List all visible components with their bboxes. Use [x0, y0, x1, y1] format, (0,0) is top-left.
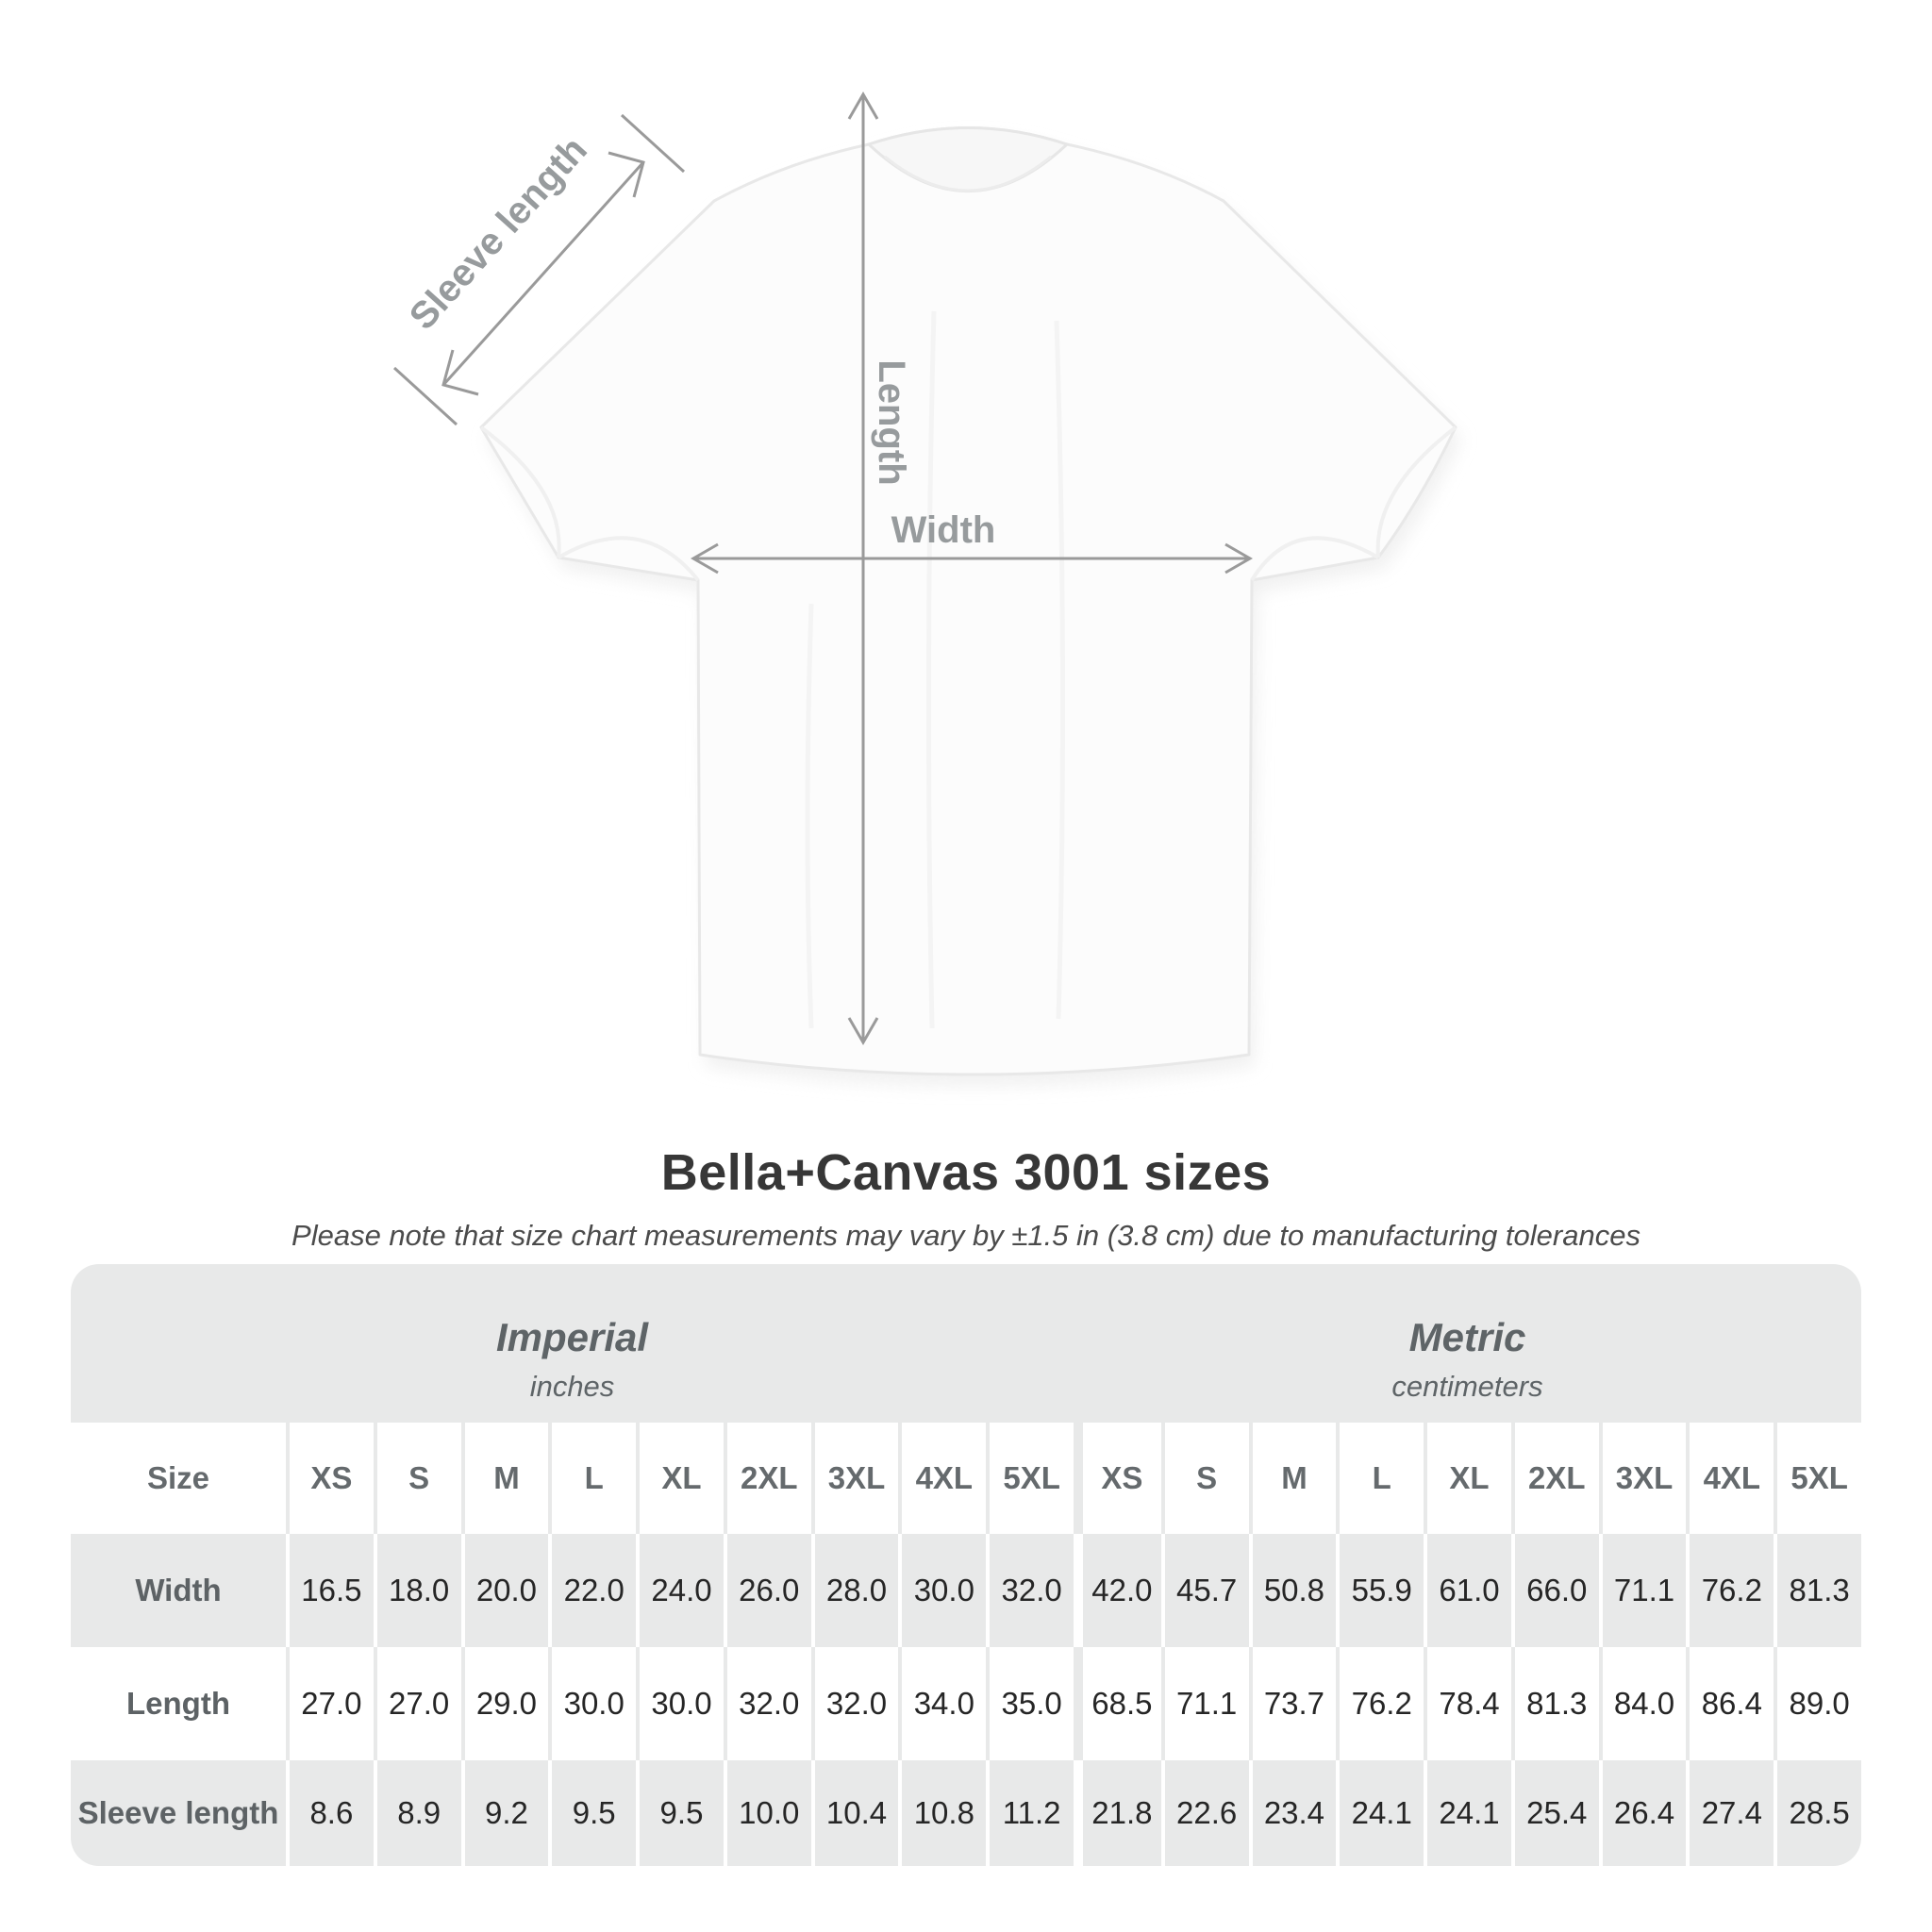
- value-cell: 24.1: [1336, 1760, 1424, 1866]
- value-cell: 25.4: [1511, 1760, 1599, 1866]
- page-subtitle: Please note that size chart measurements may vary by ±1.5 in (3.8 cm) due to manufacturing tolerances: [291, 1219, 1641, 1252]
- value-cell: 10.8: [898, 1760, 986, 1866]
- value-cell: 27.0: [374, 1647, 461, 1760]
- size-column-header: Size: [71, 1423, 286, 1534]
- size-header-cell: 2XL: [724, 1423, 811, 1534]
- value-cell: 30.0: [636, 1647, 724, 1760]
- row-label: Sleeve length: [71, 1760, 286, 1866]
- value-cell: 68.5: [1074, 1647, 1161, 1760]
- metric-group-header: [1074, 1264, 1861, 1423]
- value-cell: 10.0: [724, 1760, 811, 1866]
- size-header-cell: S: [374, 1423, 461, 1534]
- value-cell: 28.0: [811, 1534, 899, 1647]
- value-cell: 9.2: [461, 1760, 549, 1866]
- value-cell: 34.0: [898, 1647, 986, 1760]
- value-cell: 8.9: [374, 1760, 461, 1866]
- size-header-cell: S: [1161, 1423, 1249, 1534]
- value-cell: 27.4: [1686, 1760, 1774, 1866]
- imperial-group-header: [71, 1264, 1074, 1423]
- value-cell: 71.1: [1161, 1647, 1249, 1760]
- value-cell: 9.5: [548, 1760, 636, 1866]
- value-cell: 76.2: [1686, 1534, 1774, 1647]
- size-header-cell: XS: [1074, 1423, 1161, 1534]
- size-header-cell: L: [548, 1423, 636, 1534]
- value-cell: 55.9: [1336, 1534, 1424, 1647]
- value-cell: 28.5: [1774, 1760, 1861, 1866]
- value-cell: 61.0: [1424, 1534, 1511, 1647]
- size-header-cell: 3XL: [1599, 1423, 1687, 1534]
- size-header-cell: M: [1249, 1423, 1337, 1534]
- value-cell: 26.4: [1599, 1760, 1687, 1866]
- metric-group-label: Metric: [1408, 1315, 1526, 1359]
- value-cell: 22.0: [548, 1534, 636, 1647]
- value-cell: 81.3: [1511, 1647, 1599, 1760]
- tshirt-graphic: [481, 128, 1456, 1075]
- value-cell: 32.0: [724, 1647, 811, 1760]
- size-table: [71, 1264, 1861, 1866]
- value-cell: 30.0: [548, 1647, 636, 1760]
- value-cell: 86.4: [1686, 1647, 1774, 1760]
- value-cell: 11.2: [986, 1760, 1074, 1866]
- value-cell: 29.0: [461, 1647, 549, 1760]
- size-header-cell: XL: [636, 1423, 724, 1534]
- size-header-cell: 2XL: [1511, 1423, 1599, 1534]
- sleeve-length-label: Sleeve length: [401, 128, 595, 338]
- value-cell: 20.0: [461, 1534, 549, 1647]
- value-cell: 23.4: [1249, 1760, 1337, 1866]
- value-cell: 27.0: [286, 1647, 374, 1760]
- value-cell: 8.6: [286, 1760, 374, 1866]
- value-cell: 10.4: [811, 1760, 899, 1866]
- size-header-cell: 3XL: [811, 1423, 899, 1534]
- page-title: Bella+Canvas 3001 sizes: [660, 1144, 1272, 1201]
- value-cell: 32.0: [986, 1534, 1074, 1647]
- row-label: Width: [71, 1534, 286, 1647]
- imperial-group-unit: inches: [529, 1370, 615, 1403]
- row-label: Length: [71, 1647, 286, 1760]
- size-header-cell: 5XL: [986, 1423, 1074, 1534]
- size-header-cell: XS: [286, 1423, 374, 1534]
- value-cell: 66.0: [1511, 1534, 1599, 1647]
- length-label: Length: [871, 359, 912, 486]
- size-header-cell: 4XL: [1686, 1423, 1774, 1534]
- size-header-cell: XL: [1424, 1423, 1511, 1534]
- value-cell: 35.0: [986, 1647, 1074, 1760]
- size-header-cell: M: [461, 1423, 549, 1534]
- value-cell: 21.8: [1074, 1760, 1161, 1866]
- value-cell: 42.0: [1074, 1534, 1161, 1647]
- value-cell: 32.0: [811, 1647, 899, 1760]
- imperial-group-label: Imperial: [495, 1315, 649, 1359]
- value-cell: 16.5: [286, 1534, 374, 1647]
- value-cell: 45.7: [1161, 1534, 1249, 1647]
- value-cell: 84.0: [1599, 1647, 1687, 1760]
- size-header-cell: 5XL: [1774, 1423, 1861, 1534]
- value-cell: 71.1: [1599, 1534, 1687, 1647]
- value-cell: 24.0: [636, 1534, 724, 1647]
- value-cell: 22.6: [1161, 1760, 1249, 1866]
- width-label: Width: [891, 509, 996, 551]
- size-header-cell: L: [1336, 1423, 1424, 1534]
- value-cell: 24.1: [1424, 1760, 1511, 1866]
- value-cell: 81.3: [1774, 1534, 1861, 1647]
- value-cell: 18.0: [374, 1534, 461, 1647]
- value-cell: 9.5: [636, 1760, 724, 1866]
- value-cell: 26.0: [724, 1534, 811, 1647]
- value-cell: 50.8: [1249, 1534, 1337, 1647]
- value-cell: 30.0: [898, 1534, 986, 1647]
- metric-group-unit: centimeters: [1391, 1370, 1543, 1403]
- value-cell: 78.4: [1424, 1647, 1511, 1760]
- value-cell: 89.0: [1774, 1647, 1861, 1760]
- size-header-cell: 4XL: [898, 1423, 986, 1534]
- value-cell: 73.7: [1249, 1647, 1337, 1760]
- value-cell: 76.2: [1336, 1647, 1424, 1760]
